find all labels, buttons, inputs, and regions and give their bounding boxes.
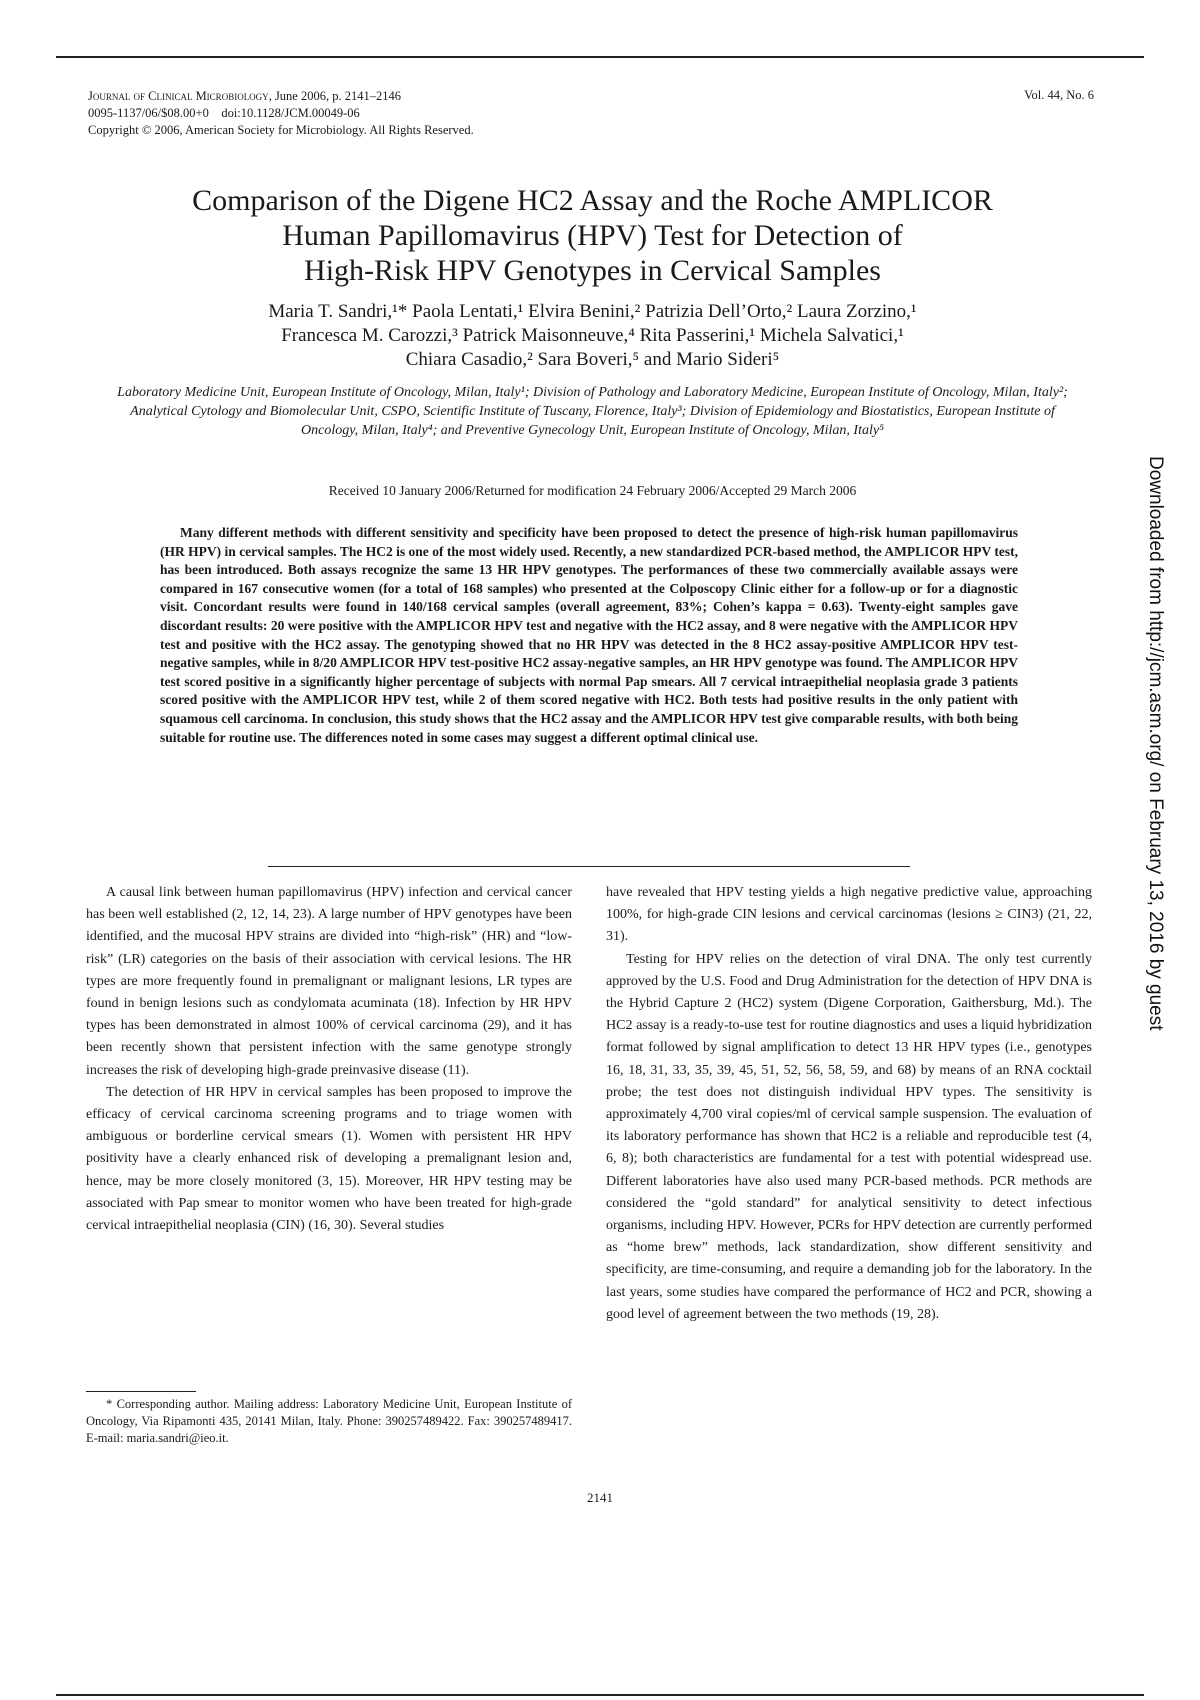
journal-header [88, 88, 648, 139]
affiliations: Laboratory Medicine Unit, European Institute of Oncology, Milan, Italy¹; Division of Pathology and Laboratory Medicine, European Institute of Oncology, Milan, Italy²; Analytical Cytology and Biomolecular Unit, CSPO, Scientific Institute of Tuscany, Florence, Italy³; Division of Epidemiology and Biostatistics, European Institute of Oncology, Milan, Italy⁴; and Preventive Gynecology Unit, European Institute of Oncology, Milan, Italy⁵ [117, 385, 1068, 438]
body-paragraph: A causal link between human papillomavirus (HPV) infection and cervical cancer has been well established (2, 12, 14, 23). A large number of HPV genotypes have been identified, and the mucosal HPV strains are divided into “high-risk” (HR) and “low-risk” (LR) categories on the basis of their association with cervical lesions. The HR types are more frequently found in premalignant or malignant lesions, LR types are found in benign lesions such as condylomata acuminata (18). Infection by HR HPV types has been demonstrated in almost 100% of cervical carcinoma (29), and it has been recently shown that persistent infection with the same genotype strongly increases the risk of developing high-grade preinvasive disease (11). [86, 885, 572, 1078]
top-rule [56, 56, 1144, 58]
download-notice: Downloaded from http://jcm.asm.org/ on February 13, 2016 by guest [1145, 456, 1166, 1031]
abstract-divider [268, 866, 910, 867]
journal-citation [88, 88, 648, 105]
issn-doi: 0095-1137/06/$08.00+0 doi:10.1128/JCM.00049-06 [88, 106, 360, 120]
author-list [90, 300, 1095, 372]
page-number: 2141 [587, 1490, 613, 1505]
received-dates: Received 10 January 2006/Returned for modification 24 February 2006/Accepted 29 March 2006 [328, 483, 857, 498]
abstract: Many different methods with different sensitivity and specificity have been proposed to detect the presence of high-risk human papillomavirus (HR HPV) in cervical samples. The HC2 is one of the most widely used. Recently, a new standardized PCR-based method, the AMPLICOR HPV test, has been introduced. Both assays recognize the same 13 HR HPV genotypes. The performances of these two commercially available assays were compared in 167 consecutive women (for a total of 168 samples) who presented at the Colposcopy Clinic either for a follow-up or for a diagnostic visit. Concordant results were found in 140/168 cervical samples (overall agreement, 83%; Cohen’s kappa = 0.63). Twenty-eight samples gave discordant results: 20 were positive with the AMPLICOR HPV test and negative with the HC2 assay, and 8 were negative with the AMPLICOR HPV test and positive with the HC2 assay. The genotyping showed that no HR HPV was detected in the 8 HC2 assay-positive AMPLICOR HPV test-negative samples, while in 8/20 AMPLICOR HPV test-positive HC2 assay-negative samples, an HR HPV genotype was found. The AMPLICOR HPV test scored positive in a significantly higher percentage of subjects with normal Pap smears. All 7 cervical intraepithelial neoplasia grade 3 patients scored positive with the AMPLICOR HPV test, while 2 of them scored negative with HC2. Both tests had positive results in the only patient with squamous cell carcinoma. In conclusion, this study shows that the HC2 assay and the AMPLICOR HPV test give comparable results, with both being suitable for routine use. The differences noted in some cases may suggest a different optimal clinical use. [160, 525, 1018, 745]
article-title [90, 183, 1095, 288]
journal-name: Journal of Clinical Microbiology [88, 89, 269, 103]
body-paragraph: Testing for HPV relies on the detection of viral DNA. The only test currently approved by the U.S. Food and Drug Administration for the detection of HPV DNA is the Hybrid Capture 2 (HC2) system (Digene Corporation, Gaithersburg, Md.). The HC2 assay is a ready-to-use test for routine diagnostics and uses a liquid hybridization format followed by signal amplification to detect 13 HR HPV types (i.e., genotypes 16, 18, 31, 33, 35, 39, 45, 51, 52, 56, 58, 59, and 68) by means of an RNA cocktail probe; the test does not distinguish individual HPV types. The sensitivity is approximately 4,700 viral copies/ml of cervical sample suspension. The evaluation of its laboratory performance has shown that HC2 is a reliable and reproducible test (4, 6, 8); both characteristics are fundamental for a test with potential widespread use. Different laboratories have also used many PCR-based methods. PCR methods are considered the “gold standard” for analytical sensitivity to detect infectious organisms, including HPV. However, PCRs for HPV detection are currently performed as “home brew” methods, lack standardization, show different sensitivity and specificity, are time-consuming, and require a demanding job for the laboratory. In the last years, some studies have compared the performance of HC2 and PCR, showing a good level of agreement between the two methods (19, 28). [606, 951, 1092, 1322]
author-line-1: Maria T. Sandri,¹* Paola Lentati,¹ Elvira Benini,² Patrizia Dell’Orto,² Laura Zorzino,¹ [268, 301, 917, 322]
copyright-line: Copyright © 2006, American Society for Microbiology. All Rights Reserved. [88, 123, 474, 137]
body-paragraph: have revealed that HPV testing yields a high negative predictive value, approaching 100%, for high-grade CIN lesions and cervical carcinomas (lesions ≥ CIN3) (21, 22, 31). [606, 885, 1092, 945]
title-line-1: Comparison of the Digene HC2 Assay and the Roche AMPLICOR [192, 184, 993, 217]
volume-issue: Vol. 44, No. 6 [1024, 88, 1094, 102]
corresponding-author-footnote: * Corresponding author. Mailing address: Laboratory Medicine Unit, European Institute of Oncology, Via Ripamonti 435, 20141 Milan, Italy. Phone: 390257489422. Fax: 390257489417. E-mail: maria.sandri@ieo.it. [86, 1397, 572, 1445]
body-column-left [86, 882, 572, 1237]
body-column-right [606, 882, 1092, 1326]
bottom-rule [56, 1694, 1144, 1696]
author-line-3: Chiara Casadio,² Sara Boveri,⁵ and Mario Sideri⁵ [405, 349, 780, 370]
author-line-2: Francesca M. Carozzi,³ Patrick Maisonneuve,⁴ Rita Passerini,¹ Michela Salvatici,¹ [281, 325, 904, 346]
title-line-3: High-Risk HPV Genotypes in Cervical Samples [304, 254, 881, 287]
body-paragraph: The detection of HR HPV in cervical samples has been proposed to improve the efficacy of cervical carcinoma screening programs and to triage women with ambiguous or borderline cervical smears (1). Women with persistent HR HPV positivity have a clearly enhanced risk of developing a premalignant lesion and, hence, may be more closely monitored (3, 15). Moreover, HR HPV testing may be associated with Pap smear to monitor women who have been treated for high-grade cervical intraepithelial neoplasia (CIN) (16, 30). Several studies [86, 1084, 572, 1234]
title-line-2: Human Papillomavirus (HPV) Test for Detection of [282, 219, 903, 252]
footnote-rule [86, 1391, 196, 1392]
journal-date-pages: , June 2006, p. 2141–2146 [268, 89, 401, 103]
